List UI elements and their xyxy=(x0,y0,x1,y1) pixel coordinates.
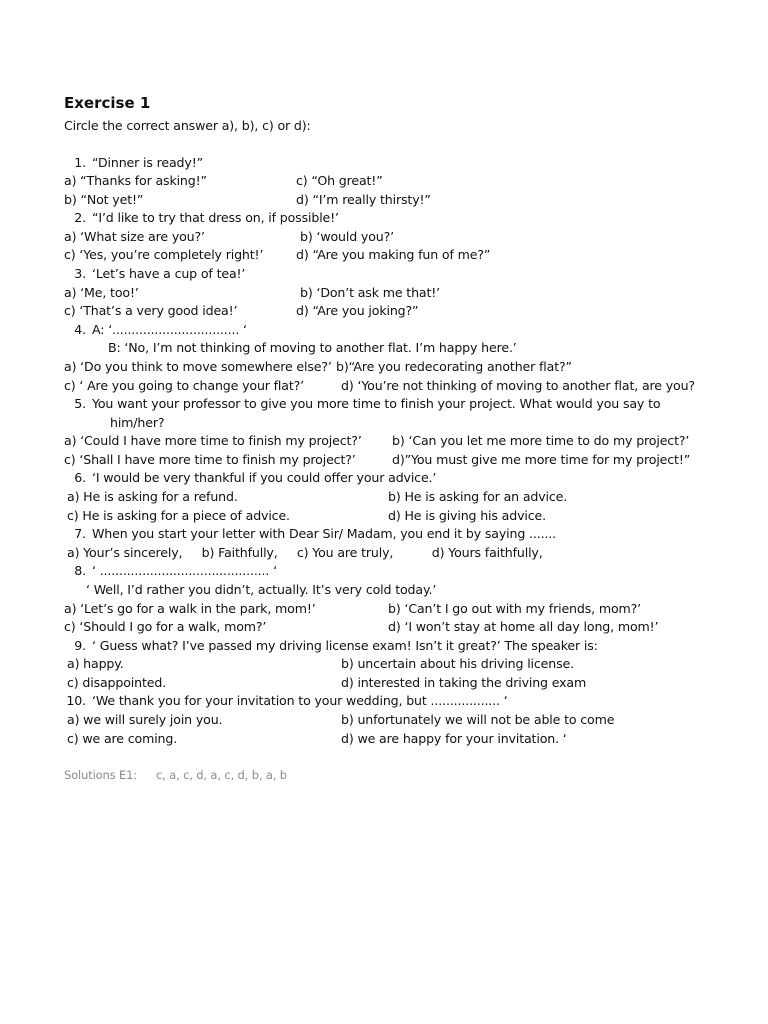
q5-option-a: a) ‘Could I have more time to finish my project?’ xyxy=(64,433,362,448)
q9-option-d: d) interested in taking the driving exam xyxy=(341,675,587,690)
question-10 xyxy=(64,693,508,709)
q4-option-a: a) ‘Do you think to move somewhere else?’ xyxy=(64,359,332,374)
q1-option-c: c) “Oh great!” xyxy=(296,173,383,188)
question-number: 6. xyxy=(74,470,86,485)
q9-option-a: a) happy. xyxy=(67,656,124,671)
question-prompt: When you start your letter with Dear Sir/ Madam, you end it by saying ....... xyxy=(92,526,557,541)
q3-option-d: d) “Are you joking?” xyxy=(296,303,419,318)
question-prompt: ‘Let’s have a cup of tea!’ xyxy=(92,266,246,281)
question-number: 7. xyxy=(74,526,86,541)
question-number: 5. xyxy=(74,396,86,411)
question-8 xyxy=(64,563,277,579)
q3-option-b: b) ‘Don’t ask me that!’ xyxy=(300,285,441,300)
q8-option-c: c) ‘Should I go for a walk, mom?’ xyxy=(64,619,267,634)
q6-option-c: c) He is asking for a piece of advice. xyxy=(67,508,290,523)
q3-option-c: c) ‘That’s a very good idea!’ xyxy=(64,303,238,318)
question-prompt: ‘We thank you for your invitation to your wedding, but .................. ‘ xyxy=(92,693,508,708)
q10-option-a: a) we will surely join you. xyxy=(67,712,223,727)
question-number: 2. xyxy=(74,210,86,225)
q9-option-b: b) uncertain about his driving license. xyxy=(341,656,574,671)
q1-option-b: b) “Not yet!” xyxy=(64,192,144,207)
q5-prompt-continued: him/her? xyxy=(110,415,165,430)
question-prompt: ‘I would be very thankful if you could offer your advice.’ xyxy=(92,470,437,485)
q9-option-c: c) disappointed. xyxy=(67,675,167,690)
question-7 xyxy=(64,526,556,542)
q6-option-b: b) He is asking for an advice. xyxy=(388,489,568,504)
q5-option-d: d)”You must give me more time for my project!” xyxy=(392,452,691,467)
question-prompt: You want your professor to give you more time to finish your project. What would you say to xyxy=(92,396,661,411)
q10-option-d: d) we are happy for your invitation. ‘ xyxy=(341,731,567,746)
question-prompt: ‘ ............................................ ‘ xyxy=(92,563,277,578)
q8-option-a: a) ‘Let’s go for a walk in the park, mom!’ xyxy=(64,601,316,616)
solutions-label: Solutions E1: xyxy=(64,768,138,782)
question-6 xyxy=(64,470,436,486)
question-prompt: “Dinner is ready!” xyxy=(92,155,203,170)
q3-option-a: a) ‘Me, too!’ xyxy=(64,285,139,300)
solutions-answers: c, a, c, d, a, c, d, b, a, b xyxy=(156,768,287,782)
q4-option-c: c) ‘ Are you going to change your flat?’ xyxy=(64,378,305,393)
question-4 xyxy=(64,322,247,338)
question-2 xyxy=(64,210,339,226)
q5-option-c: c) ‘Shall I have more time to finish my project?’ xyxy=(64,452,356,467)
q7-options: a) Your’s sincerely, b) Faithfully, c) You are truly, d) Yours faithfully, xyxy=(67,545,543,560)
q10-option-b: b) unfortunately we will not be able to come xyxy=(341,712,615,727)
q8-option-b: b) ‘Can’t I go out with my friends, mom?’ xyxy=(388,601,642,616)
instruction-text: Circle the correct answer a), b), c) or d): xyxy=(64,118,311,133)
question-prompt: “I’d like to try that dress on, if possible!’ xyxy=(92,210,339,225)
q6-option-d: d) He is giving his advice. xyxy=(388,508,546,523)
q2-option-b: b) ‘would you?’ xyxy=(300,229,394,244)
question-number: 8. xyxy=(74,563,86,578)
q6-option-a: a) He is asking for a refund. xyxy=(67,489,238,504)
question-number: 1. xyxy=(74,155,86,170)
question-9 xyxy=(64,638,598,654)
q8-reply: ‘ Well, I’d rather you didn’t, actually. It’s very cold today.’ xyxy=(86,582,437,597)
q2-option-c: c) ‘Yes, you’re completely right!’ xyxy=(64,247,264,262)
q4-option-b: b)“Are you redecorating another flat?” xyxy=(336,359,572,374)
question-number: 4. xyxy=(74,322,86,337)
q10-option-c: c) we are coming. xyxy=(67,731,178,746)
q8-option-d: d) ‘I won’t stay at home all day long, mom!’ xyxy=(388,619,659,634)
q1-option-a: a) “Thanks for asking!” xyxy=(64,173,207,188)
question-prompt: ‘ Guess what? I’ve passed my driving license exam! Isn’t it great?’ The speaker is: xyxy=(92,638,598,653)
question-number: 9. xyxy=(74,638,86,653)
q2-option-a: a) ‘What size are you?’ xyxy=(64,229,205,244)
q4-option-d: d) ‘You’re not thinking of moving to another flat, are you? xyxy=(341,378,695,393)
q5-option-b: b) ‘Can you let me more time to do my project?’ xyxy=(392,433,690,448)
question-prompt: A: ‘................................. ‘ xyxy=(92,322,247,337)
question-3 xyxy=(64,266,245,282)
q4-dialogue-b: B: ‘No, I’m not thinking of moving to another flat. I’m happy here.’ xyxy=(108,340,517,355)
q2-option-d: d) “Are you making fun of me?” xyxy=(296,247,491,262)
question-number: 10. xyxy=(66,693,86,708)
question-1 xyxy=(64,155,203,171)
q1-option-d: d) “I’m really thirsty!” xyxy=(296,192,431,207)
exercise-title: Exercise 1 xyxy=(64,94,151,112)
question-number: 3. xyxy=(74,266,86,281)
question-5 xyxy=(64,396,660,412)
